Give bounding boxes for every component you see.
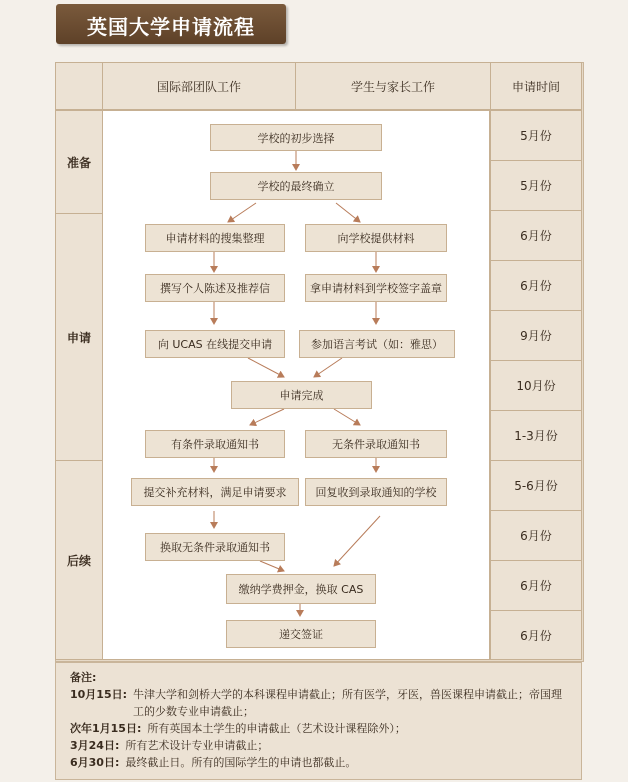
time-cell: 5月份: [490, 160, 582, 211]
step-final-school-confirmation: 学校的最终确立: [210, 172, 382, 200]
note-text: 牛津大学和剑桥大学的本科课程申请截止；所有医学，牙医，兽医课程申请截止；帝国理工的少数专业申请截止；: [133, 688, 563, 718]
step-collect-materials: 申请材料的搜集整理: [145, 224, 285, 252]
time-cell: 6月份: [490, 560, 582, 611]
header-international-team: 国际部团队工作: [102, 62, 296, 110]
time-cell: 6月份: [490, 610, 582, 660]
step-submit-supplementary: 提交补充材料，满足申请要求: [131, 478, 299, 506]
note-text: 所有艺术设计专业申请截止；: [125, 739, 269, 752]
time-cell: 10月份: [490, 360, 582, 411]
step-school-stamp: 拿申请材料到学校签字盖章: [305, 274, 447, 302]
note-date: 10月15日:: [70, 688, 128, 701]
step-personal-statement: 撰写个人陈述及推荐信: [145, 274, 285, 302]
phase-followup: 后续: [55, 460, 103, 660]
time-cell: 9月份: [490, 310, 582, 361]
header-application-time: 申请时间: [490, 62, 582, 110]
step-language-exam: 参加语言考试（如：雅思）: [299, 330, 455, 358]
time-cell: 6月份: [490, 510, 582, 561]
step-ucas-submit: 向 UCAS 在线提交申请: [145, 330, 285, 358]
step-reply-offer-school: 回复收到录取通知的学校: [305, 478, 447, 506]
step-provide-materials: 向学校提供材料: [305, 224, 447, 252]
phase-prepare: 准备: [55, 110, 103, 214]
step-initial-school-selection: 学校的初步选择: [210, 124, 382, 151]
time-cell: 6月份: [490, 210, 582, 261]
step-exchange-unconditional: 换取无条件录取通知书: [145, 533, 285, 561]
step-submit-visa: 递交签证: [226, 620, 376, 648]
step-pay-deposit-cas: 缴纳学费押金，换取 CAS: [226, 574, 376, 604]
note-text: 最终截止日。所有的国际学生的申请也都截止。: [125, 756, 357, 769]
time-cell: 5-6月份: [490, 460, 582, 511]
note-item: [70, 754, 571, 771]
notes-panel: [55, 662, 582, 780]
header-student-parent: 学生与家长工作: [295, 62, 491, 110]
step-conditional-offer: 有条件录取通知书: [145, 430, 285, 458]
note-item: [70, 686, 571, 720]
page-title: 英国大学申请流程: [87, 15, 255, 39]
note-date: 6月30日:: [70, 756, 120, 769]
notes-label: 备注:: [70, 671, 97, 684]
time-cell: 1-3月份: [490, 410, 582, 461]
phase-apply: 申请: [55, 213, 103, 461]
note-item: [70, 737, 571, 754]
time-cell: 5月份: [490, 110, 582, 161]
note-text: 所有英国本土学生的申请截止（艺术设计课程除外）；: [147, 722, 406, 735]
note-date: 次年1月15日:: [70, 722, 142, 735]
time-cell: 6月份: [490, 260, 582, 311]
note-date: 3月24日:: [70, 739, 120, 752]
step-application-complete: 申请完成: [231, 381, 372, 409]
step-unconditional-offer: 无条件录取通知书: [305, 430, 447, 458]
note-item: [70, 720, 571, 737]
